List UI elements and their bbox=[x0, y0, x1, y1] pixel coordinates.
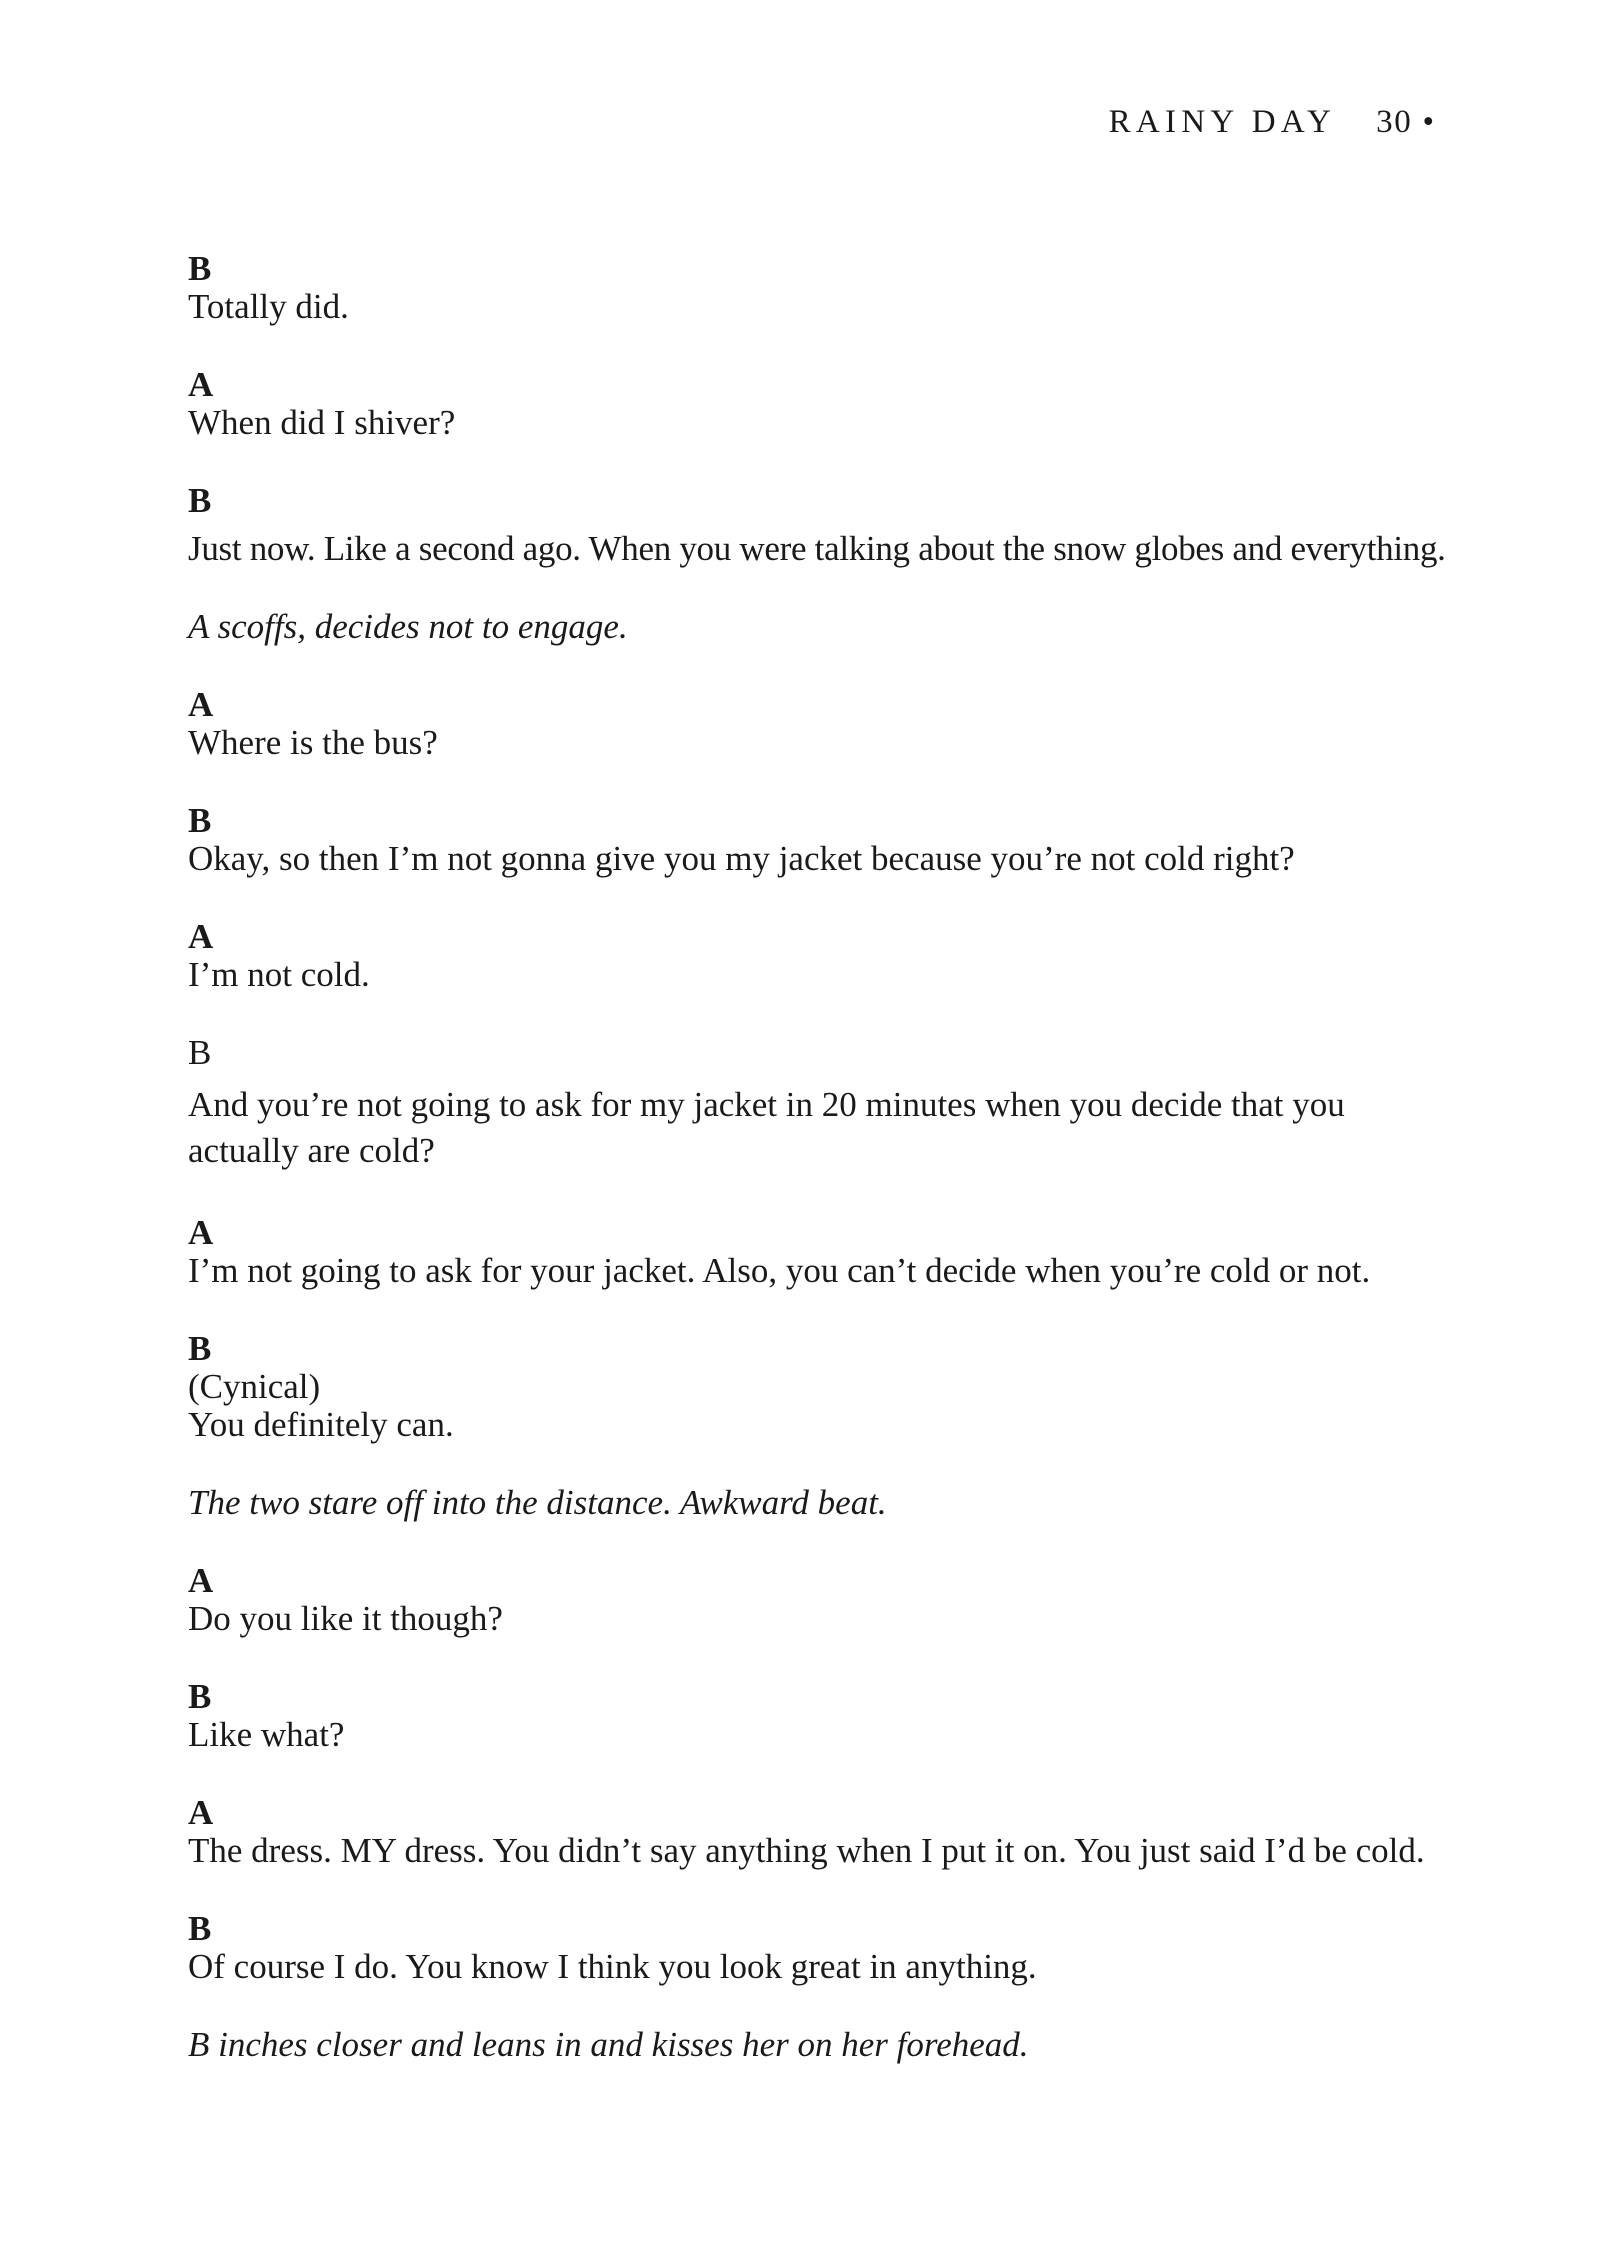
dialogue-line: You definitely can. bbox=[188, 1405, 454, 1444]
dialogue-block bbox=[188, 1214, 1448, 1290]
speaker-name: A bbox=[188, 917, 214, 956]
dialogue-line: And you’re not going to ask for my jacket in 20 minutes when you decide that you actually are cold? bbox=[188, 1085, 1345, 1170]
dialogue-line: Just now. Like a second ago. When you were talking about the snow globes and everything. bbox=[188, 529, 1446, 568]
speaker-name: B bbox=[188, 801, 212, 840]
speaker-name: A bbox=[188, 1213, 214, 1252]
dialogue-line: Do you like it though? bbox=[188, 1599, 503, 1638]
dialogue-block bbox=[188, 366, 1448, 442]
header-bullet: • bbox=[1422, 104, 1434, 140]
stage-direction: B inches closer and leans in and kisses her on her forehead. bbox=[188, 2025, 1029, 2064]
dialogue-block bbox=[188, 918, 1448, 994]
dialogue-block bbox=[188, 1678, 1448, 1754]
dialogue-block bbox=[188, 1330, 1448, 1444]
stage-direction: The two stare off into the distance. Awkward beat. bbox=[188, 1483, 887, 1522]
dialogue-block bbox=[188, 802, 1448, 878]
speaker-name: B bbox=[188, 1677, 212, 1716]
dialogue-block bbox=[188, 1034, 1448, 1174]
dialogue-block bbox=[188, 1562, 1448, 1638]
speaker-name: B bbox=[188, 1329, 212, 1368]
dialogue-block bbox=[188, 686, 1448, 762]
dialogue-line: The dress. MY dress. You didn’t say anything when I put it on. You just said I’d be cold. bbox=[188, 1831, 1425, 1870]
speaker-name: A bbox=[188, 685, 214, 724]
speaker-name: A bbox=[188, 1561, 214, 1600]
dialogue-line: Totally did. bbox=[188, 287, 349, 326]
dialogue-line: Okay, so then I’m not gonna give you my jacket because you’re not cold right? bbox=[188, 839, 1295, 878]
stage-direction: A scoffs, decides not to engage. bbox=[188, 607, 628, 646]
speaker-name: B bbox=[188, 249, 212, 288]
speaker-name: A bbox=[188, 1793, 214, 1832]
page-number: 30 bbox=[1376, 104, 1413, 140]
dialogue-line: Of course I do. You know I think you look great in anything. bbox=[188, 1947, 1037, 1986]
dialogue-block bbox=[188, 482, 1448, 568]
dialogue-block bbox=[188, 250, 1448, 326]
dialogue-block bbox=[188, 1794, 1448, 1870]
dialogue-line: I’m not cold. bbox=[188, 955, 370, 994]
speaker-name: B bbox=[188, 1909, 212, 1948]
parenthetical: (Cynical) bbox=[188, 1367, 321, 1406]
speaker-name: B bbox=[188, 1033, 212, 1072]
dialogue-line: When did I shiver? bbox=[188, 403, 456, 442]
dialogue-line: Like what? bbox=[188, 1715, 345, 1754]
dialogue-block bbox=[188, 1910, 1448, 1986]
speaker-name: B bbox=[188, 481, 212, 520]
speaker-name: A bbox=[188, 365, 214, 404]
dialogue-line: Where is the bus? bbox=[188, 723, 438, 762]
dialogue-line: I’m not going to ask for your jacket. Also, you can’t decide when you’re cold or not. bbox=[188, 1251, 1371, 1290]
running-header bbox=[1109, 104, 1434, 141]
header-title: RAINY DAY bbox=[1108, 104, 1337, 140]
script-body bbox=[188, 250, 1448, 2104]
